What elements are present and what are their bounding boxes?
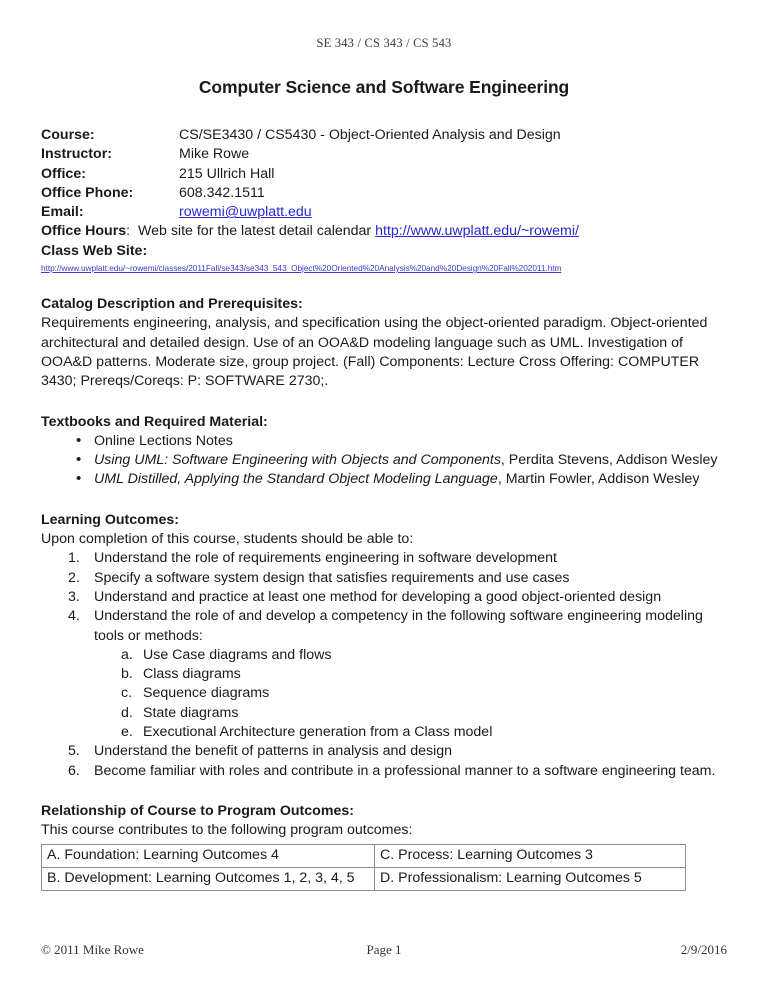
office-hours-text: Web site for the latest detail calendar bbox=[137, 223, 372, 240]
list-item: Understand the role of and develop a competency in the following software engineering modeling tools or methods: bbox=[94, 608, 703, 644]
table-cell-a: A. Foundation: Learning Outcomes 4 bbox=[42, 844, 375, 867]
info-value-email bbox=[179, 203, 727, 222]
table-row bbox=[42, 844, 686, 867]
textbooks-title: Textbooks and Required Material: bbox=[41, 413, 268, 430]
course-info-block bbox=[41, 126, 727, 274]
info-value-office: 215 Ullrich Hall bbox=[179, 165, 275, 182]
footer-copyright: © 2011 Mike Rowe bbox=[41, 942, 144, 957]
textbook-title: Using UML: Software Engineering with Objects and Components bbox=[94, 452, 501, 469]
list-item bbox=[41, 451, 727, 470]
footer-date: 2/9/2016 bbox=[680, 942, 727, 957]
textbook-authors: , Perdita Stevens, Addison Wesley bbox=[500, 452, 718, 469]
running-head: SE 343 / CS 343 / CS 543 bbox=[316, 36, 452, 50]
info-row-email bbox=[41, 203, 727, 222]
footer-page-number: Page 1 bbox=[366, 942, 402, 957]
learning-outcomes-list bbox=[41, 549, 727, 645]
info-row-office-hours bbox=[41, 222, 727, 241]
list-item: Become familiar with roles and contribute in a professional manner to a software engineering team. bbox=[94, 762, 716, 779]
office-hours-separator: : bbox=[126, 223, 131, 240]
list-item: Use Case diagrams and flows bbox=[143, 646, 332, 663]
program-outcomes-table bbox=[41, 844, 686, 891]
list-item: State diagrams bbox=[143, 704, 239, 721]
list-item bbox=[41, 432, 727, 451]
info-label-course: Course: bbox=[41, 127, 95, 143]
table-cell-c: C. Process: Learning Outcomes 3 bbox=[375, 844, 686, 867]
list-item: Understand and practice at least one method for developing a good object-oriented design bbox=[94, 588, 662, 605]
page-footer bbox=[41, 942, 727, 958]
catalog-description-text: Requirements engineering, analysis, and specification using the object-oriented paradigm. Object-oriented architectural and detailed design. Use of an OOA&D modeling language such as UML. Investigation of OOA&D patterns. Moderate size, group project. (Fall) Components: Lecture Cross Offering: COMPUTER 3430; Prereqs/Coreqs: P: SOFTWARE 2730;. bbox=[41, 315, 708, 390]
textbook-authors: , Martin Fowler, Addison Wesley bbox=[497, 471, 700, 488]
list-item: Specify a software system design that satisfies requirements and use cases bbox=[94, 569, 570, 586]
catalog-description-title: Catalog Description and Prerequisites: bbox=[41, 296, 303, 313]
learning-outcomes-section bbox=[41, 511, 727, 781]
info-row-office bbox=[41, 165, 727, 184]
list-item bbox=[41, 470, 727, 489]
info-label-office-hours: Office Hours bbox=[41, 223, 127, 240]
info-row-course bbox=[41, 126, 727, 145]
learning-outcomes-title: Learning Outcomes: bbox=[41, 511, 179, 528]
class-web-site-link[interactable]: http://www.uwplatt.edu/~rowemi/classes/2011Fall/se343/se343_543_Object%20Oriented%20Analysis%20and%20Design%20Fall%202011.htm bbox=[41, 263, 562, 274]
program-outcomes-intro: This course contributes to the following program outcomes: bbox=[41, 822, 413, 839]
info-row-instructor bbox=[41, 145, 727, 164]
textbooks-list bbox=[41, 432, 727, 490]
list-item: Sequence diagrams bbox=[143, 685, 270, 702]
office-hours-link[interactable]: http://www.uwplatt.edu/~rowemi/ bbox=[375, 223, 579, 240]
learning-outcomes-intro: Upon completion of this course, students should be able to: bbox=[41, 531, 414, 548]
list-item: Executional Architecture generation from a Class model bbox=[143, 724, 493, 741]
document-title: Computer Science and Software Engineering bbox=[198, 77, 570, 97]
info-label-email: Email: bbox=[41, 204, 84, 221]
catalog-description-section bbox=[41, 295, 727, 391]
textbook-title: UML Distilled, Applying the Standard Object Modeling Language bbox=[94, 471, 498, 488]
table-row bbox=[42, 867, 686, 890]
program-outcomes-title: Relationship of Course to Program Outcomes: bbox=[41, 802, 354, 819]
info-value-office-phone: 608.342.1511 bbox=[179, 184, 265, 201]
list-item: Understand the role of requirements engineering in software development bbox=[94, 550, 557, 567]
list-item: Understand the benefit of patterns in analysis and design bbox=[94, 743, 453, 760]
email-link[interactable]: rowemi@uwplatt.edu bbox=[179, 204, 312, 221]
textbook-authors: Online Lections Notes bbox=[94, 432, 233, 449]
info-row-class-web-site bbox=[41, 242, 727, 274]
program-outcomes-section bbox=[41, 802, 727, 891]
info-label-office-phone: Office Phone: bbox=[41, 184, 134, 201]
learning-outcomes-list-continued bbox=[41, 742, 727, 781]
info-label-class-web-site: Class Web Site: bbox=[41, 242, 148, 259]
info-value-instructor: Mike Rowe bbox=[179, 146, 250, 163]
info-value-course: CS/SE3430 / CS5430 - Object-Oriented Analysis and Design bbox=[179, 127, 561, 143]
learning-outcomes-sublist bbox=[41, 646, 727, 742]
info-label-office: Office: bbox=[41, 165, 86, 182]
list-item: Class diagrams bbox=[143, 666, 241, 683]
table-cell-d: D. Professionalism: Learning Outcomes 5 bbox=[375, 867, 686, 890]
table-cell-b: B. Development: Learning Outcomes 1, 2, 3, 4, 5 bbox=[42, 867, 375, 890]
info-label-instructor: Instructor: bbox=[41, 146, 112, 163]
textbooks-section bbox=[41, 413, 727, 490]
info-row-office-phone bbox=[41, 184, 727, 203]
